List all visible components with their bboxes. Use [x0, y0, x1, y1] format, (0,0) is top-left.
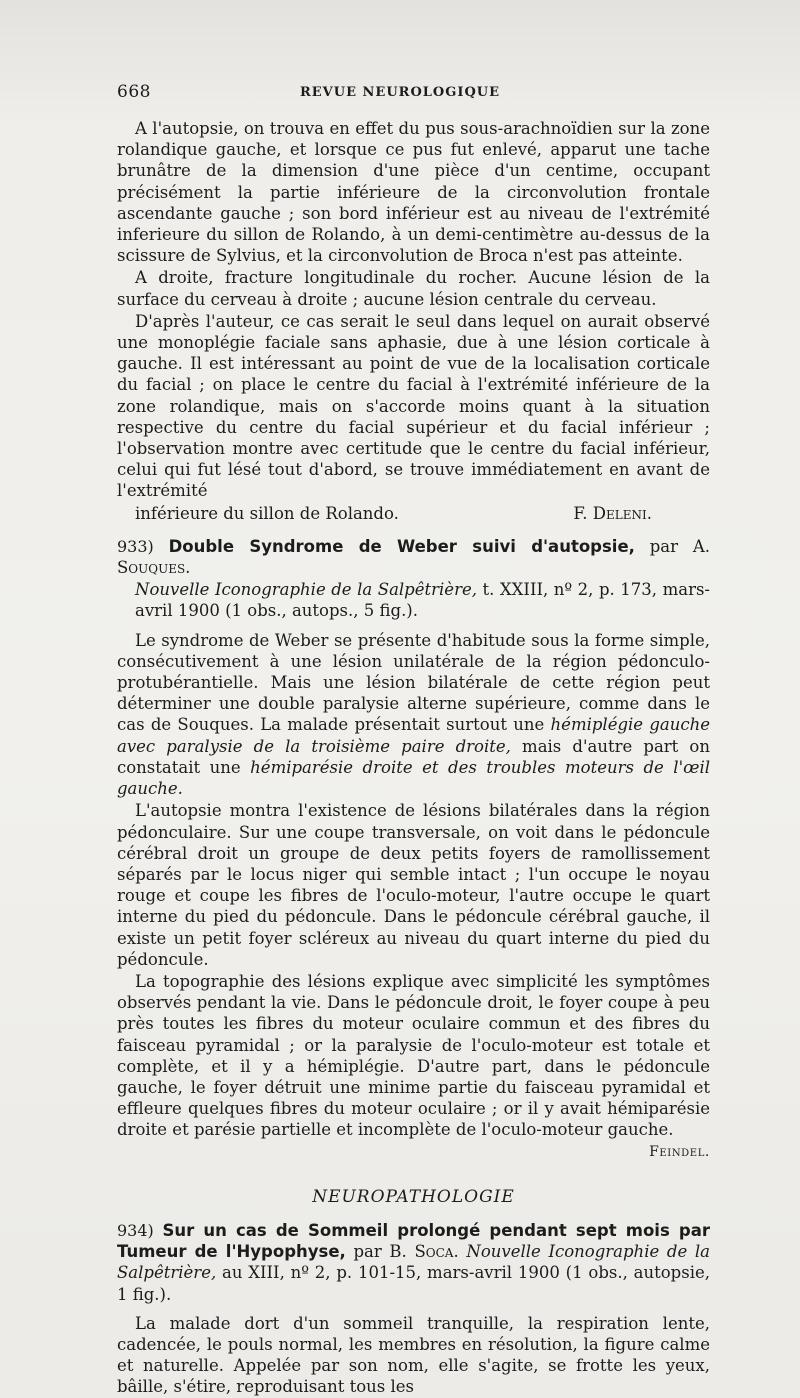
page-number: 668 — [117, 82, 151, 102]
entry-number: 934) — [117, 1220, 154, 1240]
paragraph: La malade dort d'un sommeil tranquille, la respiration lente, cadencée, le pouls normal, les membres en résolution, la figure calme et naturelle. Appelée par son nom, elle s'agite, se frotte les yeux, bâille, s'étire, reproduisant tous les — [117, 1313, 710, 1397]
paragraph: A droite, fracture longitudinale du rocher. Aucune lésion de la surface du cerveau à droite ; aucune lésion centrale du cerveau. — [117, 268, 710, 309]
entry-author: Souques. — [117, 558, 191, 578]
entry-citation — [117, 579, 710, 621]
italic-span: hémiplégie gauche avec paralysie de la troisième paire droite, — [117, 715, 710, 756]
section-heading: NEUROPATHOLOGIE — [312, 1186, 515, 1207]
signature-line — [117, 503, 710, 524]
paragraph-last-line: inférieure du sillon de Rolando. — [135, 503, 399, 523]
paragraph: A l'autopsie, on trouva en effet du pus sous-arachnoïdien sur la zone rolandique gauche, et lorsque ce pus fut enlevé, apparut une tache brunâtre de la dimension d'une pièce d'un centime, occupant précisément la partie inférieure de la circonvolution frontale ascendante gauche ; son bord inférieur est au niveau de l'extrémité inferieure du sillon de Rolando, à un demi-centimètre au-dessus de la scissure de Sylvius, et la circonvolution de Broca n'est pas atteinte. — [117, 119, 710, 266]
reviewer-signature: Feindel. — [649, 1143, 710, 1160]
paragraph — [117, 630, 710, 800]
text-span: mais d'autre part on constatait une — [117, 736, 710, 777]
entry-by: par A. — [649, 536, 710, 556]
journal-name: Nouvelle Iconographie de la Salpêtrière, — [117, 1242, 711, 1283]
entry-number: 933) — [117, 536, 154, 556]
page-body — [117, 118, 710, 1398]
entry-title: Double Syndrome de Weber suivi d'autopsie, — [168, 536, 635, 556]
citation-details: t. XXIII, nº 2, p. 173, mars-avril 1900 (1 obs., autops., 5 fig.). — [135, 580, 710, 621]
paragraph: D'après l'auteur, ce cas serait le seul dans lequel on aurait observé une monoplégie faciale sans aphasie, due à une lésion corticale à gauche. Il est intéressant au point de vue de la localisation corticale du facial ; on place le centre du facial à l'extrémité inférieure de la zone rolandique, mais on s'accorde moins quant à la situation respective du centre du facial supérieur et du facial inférieur ; l'observation montre avec certitude que le centre du facial inférieur, celui qui fut lésé tout d'abord, se trouve immédiatement en avant de l'extrémité — [117, 311, 710, 501]
page-header — [0, 82, 800, 106]
citation-details: au XIII, nº 2, p. 101-15, mars-avril 1900 (1 obs., autopsie, 1 fig.). — [117, 1263, 710, 1304]
entry-by: par B. — [353, 1242, 407, 1262]
review-entry-934 — [117, 1220, 710, 1398]
running-head: REVUE NEUROLOGIQUE — [299, 85, 501, 100]
journal-name: Nouvelle Iconographie de la Salpêtrière, — [135, 580, 477, 600]
entry-author: Soca. — [414, 1242, 459, 1262]
paragraph: L'autopsie montra l'existence de lésions bilatérales dans la région pédonculaire. Sur une coupe transversale, on voit dans le pédoncule cérébral droit un groupe de deux petits foyers de ramollissement séparés par le locus niger qui semble intact ; l'un occupe le noyau rouge et coupe les fibres de l'oculo-moteur, l'autre occupe le quart interne du pied du pédoncule. Dans le pédoncule cérébral gauche, il existe un petit foyer scléreux au niveau du quart interne du pied du pédoncule. — [117, 801, 710, 969]
reviewer-signature: F. Deleni. — [573, 503, 652, 523]
italic-span: hémiparésie droite et des troubles moteurs de l'œil gauche. — [117, 757, 710, 799]
text-span: Le syndrome de Weber se présente d'habitude sous la forme simple, consécutivement à une lésion unilatérale de la région pédonculo-protubérantielle. Mais une lésion bilatérale de cette région peut déterminer une double paralysie alterne supérieure, comme dans le cas de Souques. La malade présentait surtout une — [117, 630, 710, 735]
entry-heading — [117, 536, 710, 578]
entry-heading — [117, 1220, 710, 1305]
paragraph: La topographie des lésions explique avec simplicité les symptômes observés pendant la vie. Dans le pédoncule droit, le foyer coupe à peu près toutes les fibres du moteur oculaire commun et des fibres du faisceau pyramidal ; or la paralysie de l'oculo-moteur est totale et complète, et il y a hémiplégie. D'autre part, dans le pédoncule gauche, le foyer détruit une minime partie du faisceau pyramidal et effleure quelques fibres du moteur oculaire ; or il y avait hémiparésie droite et parésie partielle et incomplète de l'oculo-moteur gauche. — [117, 971, 710, 1140]
review-entry-933 — [117, 536, 710, 1163]
entry-title: Sur un cas de Sommeil prolongé pendant sept mois par Tumeur de l'Hypophyse, — [117, 1220, 710, 1262]
